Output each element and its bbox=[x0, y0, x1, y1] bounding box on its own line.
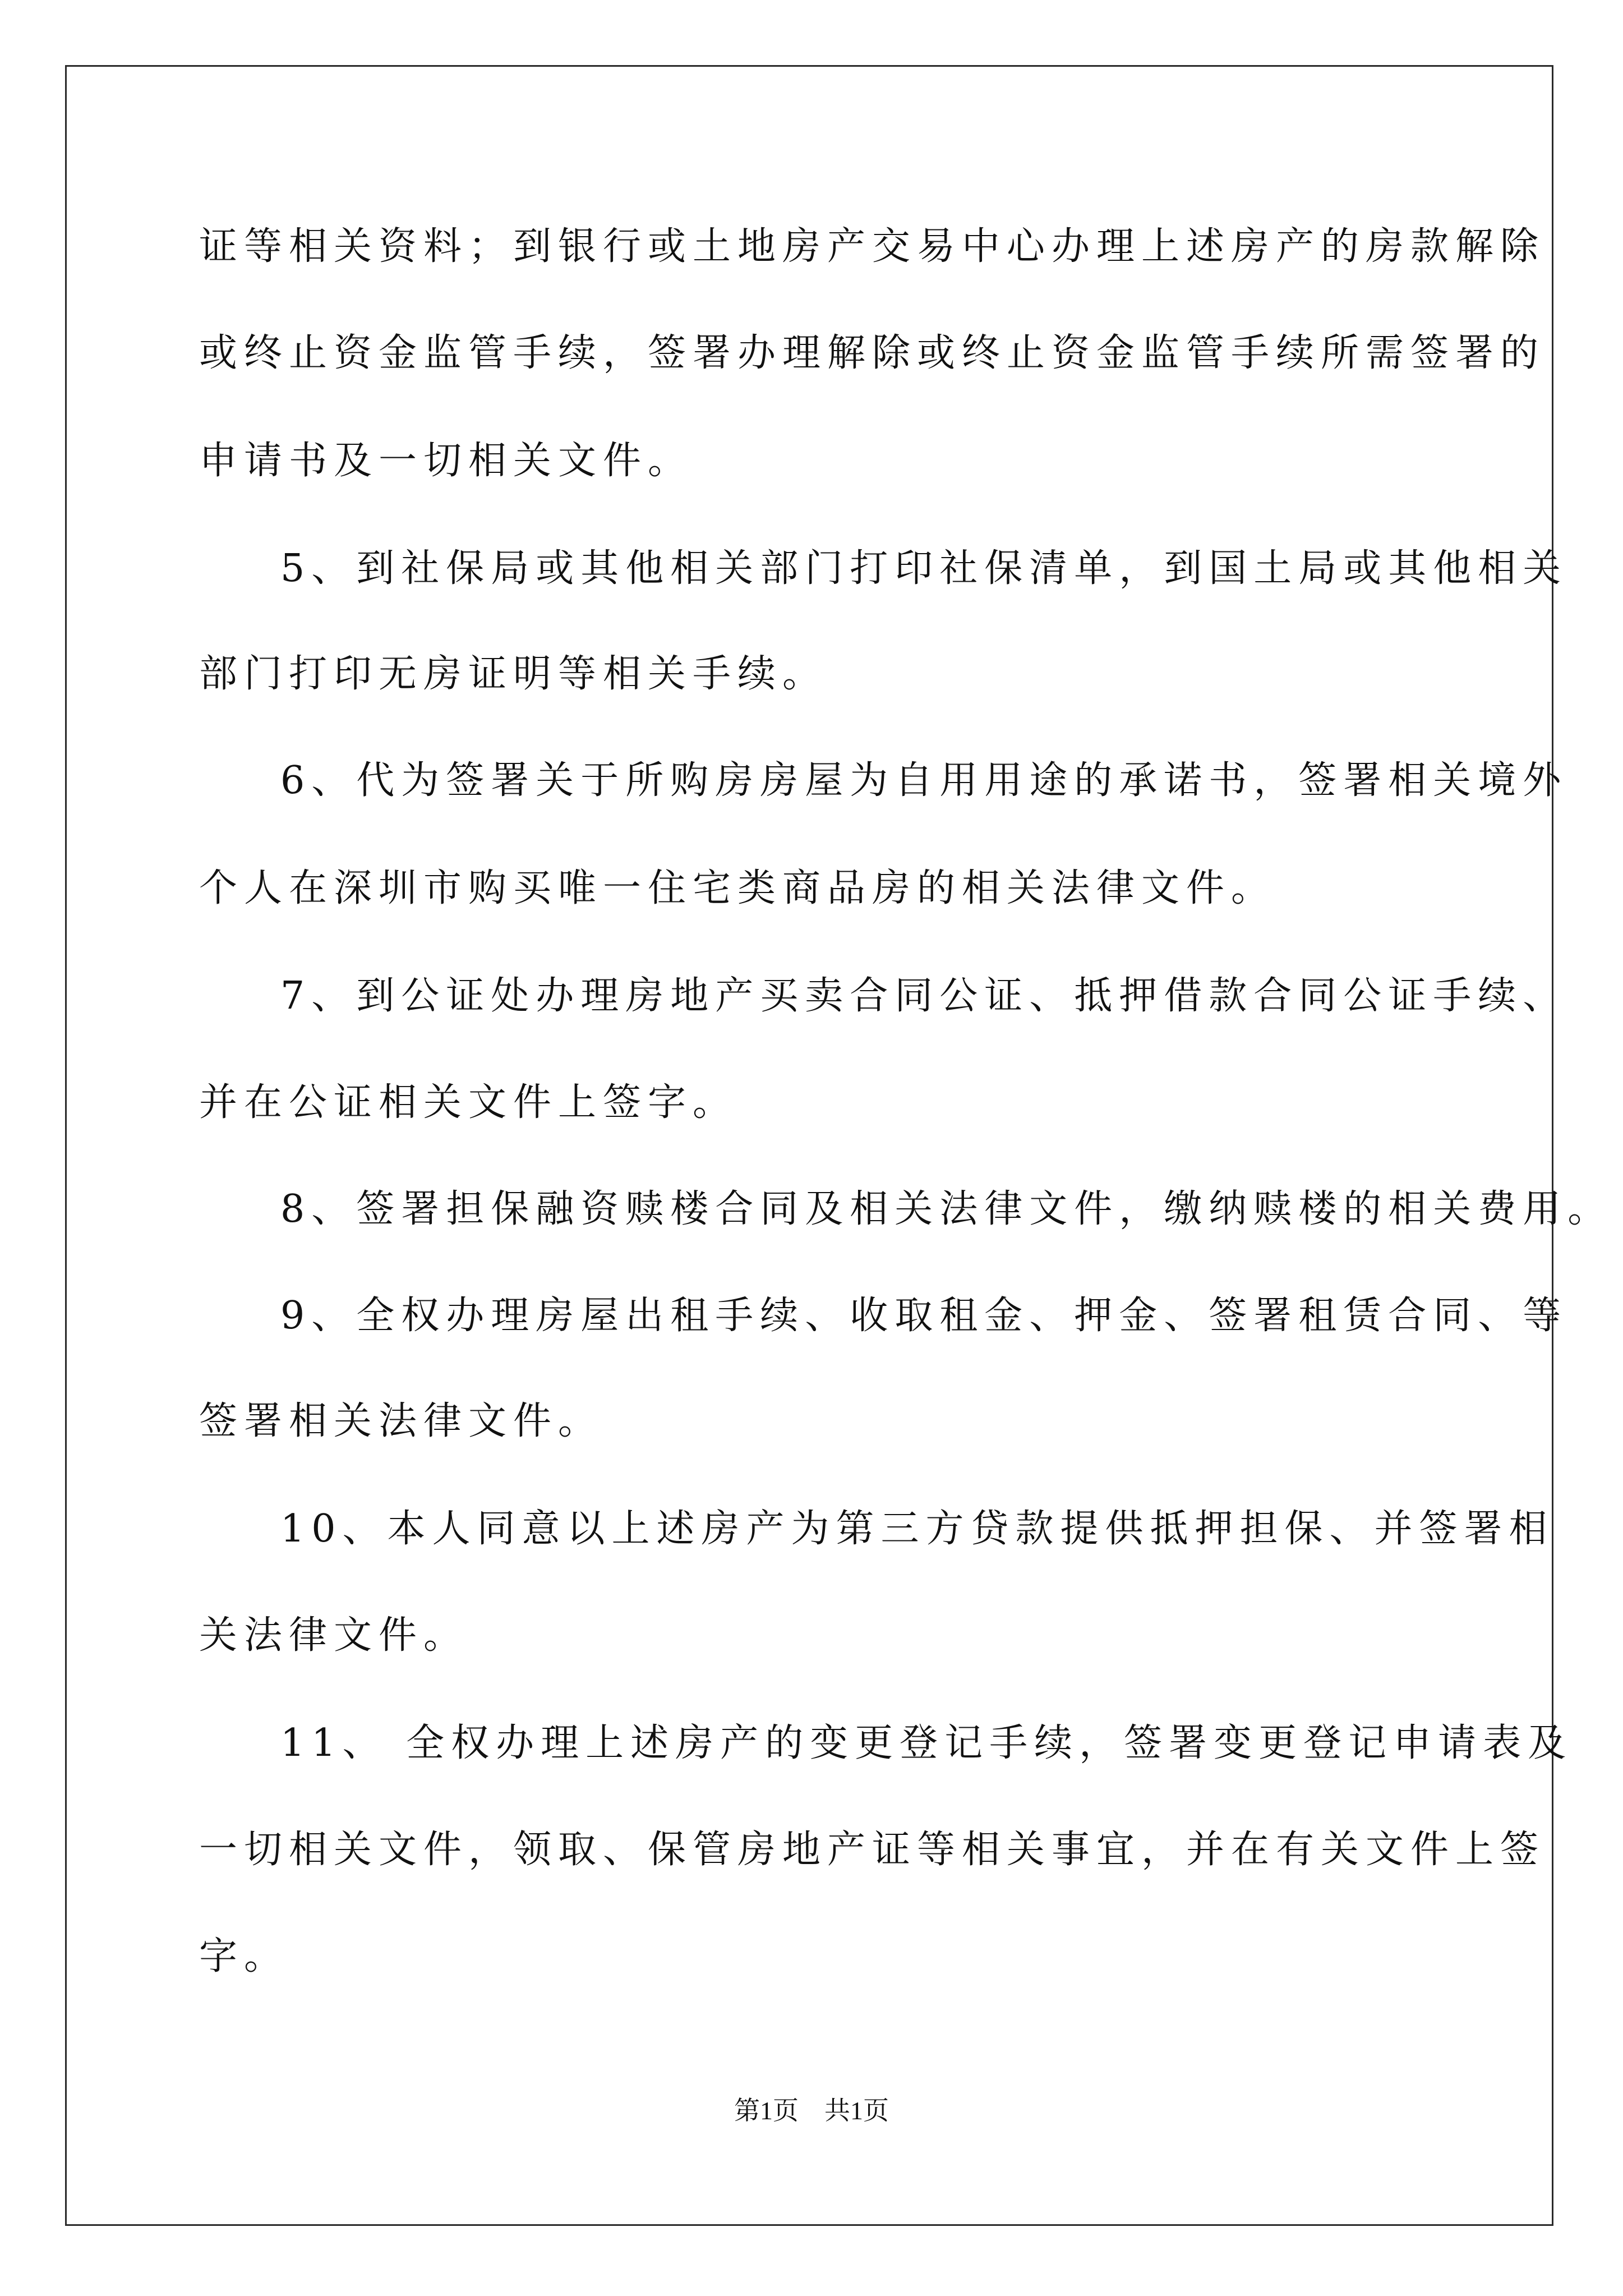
text-line-6: 6、代为签署关于所购房房屋为自用用途的承诺书，签署相关境外 bbox=[280, 758, 1568, 803]
text-line-7: 个人在深圳市购买唯一住宅类商品房的相关法律文件。 bbox=[199, 866, 1276, 910]
text-line-16: 一切相关文件，领取、保管房地产证等相关事宜，并在有关文件上签 bbox=[199, 1828, 1546, 1872]
text-line-13: 10、本人同意以上述房产为第三方贷款提供抵押担保、并签署相 bbox=[280, 1507, 1554, 1551]
text-line-8: 7、到公证处办理房地产买卖合同公证、抵押借款合同公证手续、 bbox=[280, 974, 1568, 1018]
page-number-footer: 第1页 共1页 bbox=[734, 2096, 889, 2125]
text-line-15: 11、 全权办理上述房产的变更登记手续，签署变更登记申请表及 bbox=[280, 1721, 1573, 1765]
text-line-1: 证等相关资料；到银行或土地房产交易中心办理上述房产的房款解除 bbox=[199, 224, 1546, 269]
page-border bbox=[65, 65, 1553, 2226]
text-line-5: 部门打印无房证明等相关手续。 bbox=[199, 652, 828, 696]
text-line-4: 5、到社保局或其他相关部门打印社保清单，到国土局或其他相关 bbox=[280, 546, 1568, 591]
text-line-17: 字。 bbox=[199, 1934, 289, 1978]
text-line-3: 申请书及一切相关文件。 bbox=[199, 439, 693, 483]
text-line-9: 并在公证相关文件上签字。 bbox=[199, 1080, 738, 1125]
text-line-10: 8、签署担保融资赎楼合同及相关法律文件，缴纳赎楼的相关费用。 bbox=[280, 1187, 1613, 1231]
text-line-11: 9、全权办理房屋出租手续、收取租金、押金、签署租赁合同、等 bbox=[280, 1294, 1568, 1338]
text-line-2: 或终止资金监管手续，签署办理解除或终止资金监管手续所需签署的 bbox=[199, 331, 1546, 375]
text-line-12: 签署相关法律文件。 bbox=[199, 1399, 603, 1443]
text-line-14: 关法律文件。 bbox=[199, 1613, 469, 1658]
